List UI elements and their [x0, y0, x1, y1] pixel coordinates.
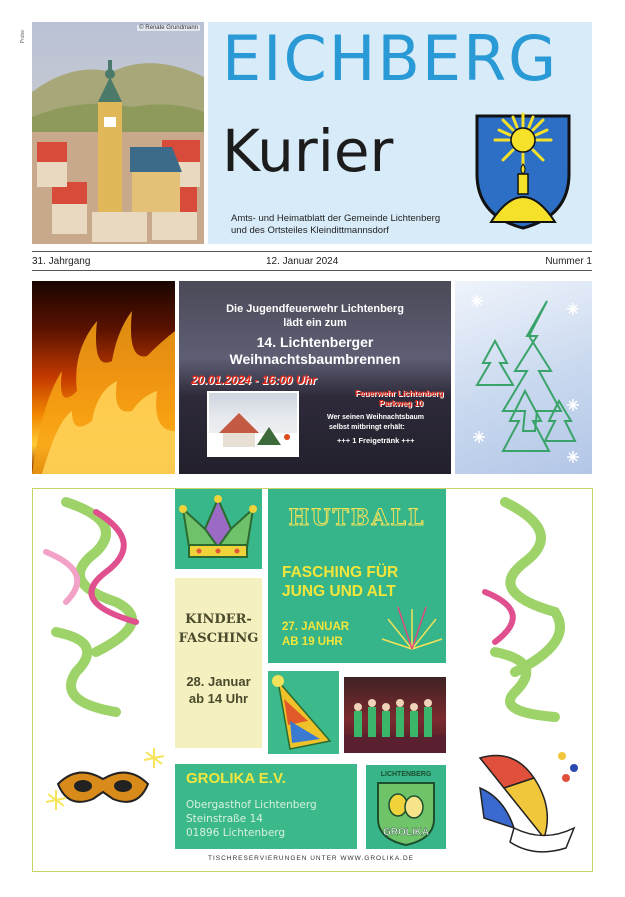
- coat-of-arms-icon: [473, 112, 573, 232]
- address-line-1: Obergasthof Lichtenberg: [186, 799, 317, 811]
- masthead-kurier: Kurier: [222, 117, 394, 185]
- right-streamer-icon: [455, 492, 585, 722]
- poster-place-2: Parkweg 10: [379, 399, 424, 408]
- poster-line-4: Weihnachtsbaumbrennen: [229, 351, 401, 367]
- poster-offer-1: Wer seinen Weihnachtsbaum: [327, 414, 424, 421]
- jester-emblem-icon: [474, 748, 582, 858]
- poster-date: 20.01.2024 - 16:00 Uhr: [191, 373, 317, 387]
- hutball-line-2: JUNG UND ALT: [282, 583, 396, 600]
- hutball-title: HUTBALL: [288, 505, 426, 531]
- reservation-note: TISCHRESERVIERUNGEN UNTER WWW.GROLIKA.DE: [207, 855, 414, 862]
- jester-hat-tile: [175, 489, 262, 569]
- carnival-group-photo: [344, 677, 446, 753]
- kinder-date-2: ab 14 Uhr: [188, 691, 249, 706]
- header-painting: [32, 22, 204, 244]
- issue-number: Nummer 1: [545, 256, 592, 267]
- subtitle-line-1: Amts- und Heimatblatt der Gemeinde Lichtenberg: [231, 213, 441, 224]
- poster-line-3: 14. Lichtenberger: [256, 334, 374, 350]
- svg-text:GROLIKA: GROLIKA: [382, 827, 430, 838]
- jester-hat-icon: [175, 489, 262, 569]
- poster-line-1: Die Jugendfeuerwehr Lichtenberg: [226, 303, 404, 315]
- grolika-logo-top-text: LICHTENBERG: [380, 771, 432, 778]
- poster-line-2: lädt ein zum: [283, 317, 347, 329]
- hutball-date-1: 27. JANUAR: [282, 621, 350, 633]
- top-rule: [32, 251, 592, 252]
- grolika-crest-icon: [374, 779, 438, 847]
- tree-outline-illustration: [455, 281, 592, 474]
- poster-offer-2: selbst mitbringt erhält:: [329, 424, 405, 431]
- fireworks-icon: [378, 599, 446, 661]
- kinder-date-1: 28. Januar: [186, 674, 251, 689]
- address-line-3: 01896 Lichtenberg: [186, 827, 286, 839]
- party-hat-icon: [268, 671, 339, 754]
- hutball-date-2: AB 19 UHR: [282, 636, 343, 648]
- grolika-name: GROLIKA E.V.: [186, 770, 286, 787]
- christmas-tree-graphic: [455, 281, 592, 474]
- masthead-eichberg: EICHBERG: [222, 22, 559, 95]
- carnival-mask-icon: [38, 744, 168, 824]
- bottom-rule: [32, 270, 592, 271]
- issue-volume: 31. Jahrgang: [32, 256, 91, 267]
- issue-date: 12. Januar 2024: [266, 256, 339, 267]
- left-streamer-icon: [36, 492, 166, 722]
- subtitle-line-2: und des Ortsteiles Kleindittmannsdorf: [231, 225, 389, 236]
- christmas-tree-burning-poster: [179, 281, 451, 474]
- fire-photo: [32, 281, 175, 474]
- poster-place-1: Feuerwehr Lichtenberg: [355, 389, 444, 398]
- party-hat-tile: [268, 671, 339, 754]
- kinder-fasching-tile: [175, 578, 262, 748]
- painting-credit: © Renate Grundmann: [139, 25, 198, 31]
- poster-offer-3: +++ 1 Freigetränk +++: [337, 436, 415, 445]
- dancers-illustration: [344, 677, 446, 753]
- snowy-scene-illustration: [209, 393, 297, 455]
- kinder-line-2: FASCHING: [178, 631, 259, 646]
- kinder-line-1: KINDER-: [185, 612, 252, 627]
- flames-illustration: [32, 281, 175, 474]
- poster-inset-photo: [207, 391, 299, 457]
- address-line-2: Steinstraße 14: [186, 813, 263, 825]
- town-painting-illustration: [32, 22, 204, 244]
- vertical-label: Probe: [20, 30, 26, 44]
- hutball-line-1: FASCHING FÜR: [282, 564, 399, 581]
